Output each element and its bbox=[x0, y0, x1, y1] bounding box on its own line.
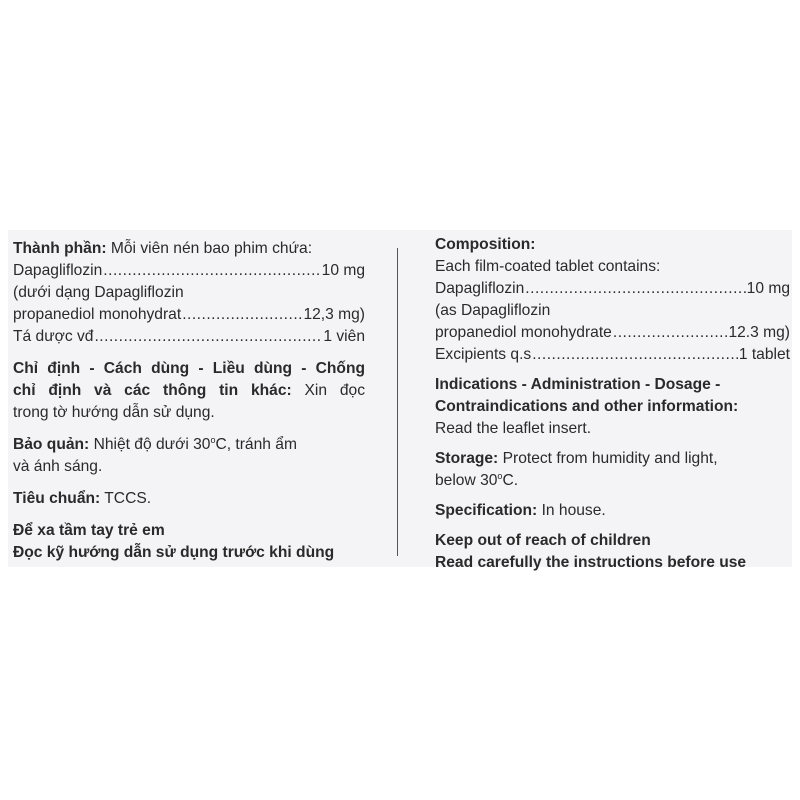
vi-indications-line2 bbox=[13, 380, 365, 402]
en-composition-label: Composition: bbox=[435, 236, 536, 253]
vi-composition-text: Mỗi viên nén bao phim chứa: bbox=[106, 240, 313, 257]
vi-ingredient-1-row bbox=[13, 260, 365, 282]
vi-indications-line2-bold: chỉ định và các thông tin khác: bbox=[13, 382, 292, 399]
en-indications-section bbox=[435, 374, 790, 440]
vi-storage-line2: và ánh sáng. bbox=[13, 458, 103, 475]
en-indications-line3: Read the leaflet insert. bbox=[435, 420, 592, 437]
vi-standard-label: Tiêu chuẩn: bbox=[13, 490, 101, 507]
en-storage-line2-a: below 30 bbox=[435, 472, 498, 489]
vi-composition-section bbox=[13, 238, 365, 348]
vi-storage-text-a: Nhiệt độ dưới 30 bbox=[89, 436, 211, 453]
en-excipient-value: 1 tablet bbox=[738, 346, 790, 363]
en-ingredient-2-row bbox=[435, 322, 790, 344]
en-storage-section bbox=[435, 448, 790, 492]
en-spec-label: Specification: bbox=[435, 502, 538, 519]
vi-ingredient-2-line1: (dưới dạng Dapagliflozin bbox=[13, 284, 184, 301]
vi-standard-text: TCCS. bbox=[100, 490, 152, 507]
vi-ingredient-2-name: propanediol monohydrat bbox=[13, 306, 182, 323]
en-ingredient-1-row bbox=[435, 278, 790, 300]
en-ingredient-1-value: 10 mg bbox=[746, 280, 790, 297]
en-storage-label: Storage: bbox=[435, 450, 499, 467]
vi-ingredient-2-value: 12,3 mg) bbox=[303, 306, 365, 323]
en-ingredient-1-name: Dapagliflozin bbox=[435, 280, 525, 297]
en-storage-line2 bbox=[435, 470, 790, 492]
en-warning-section bbox=[435, 530, 790, 574]
vi-excipient-name: Tá dược vđ bbox=[13, 328, 94, 345]
vi-ingredient-1-name: Dapagliflozin bbox=[13, 262, 103, 279]
english-column bbox=[435, 234, 790, 574]
en-warning-2: Read carefully the instructions before use bbox=[435, 554, 747, 571]
en-composition-section bbox=[435, 234, 790, 366]
en-ingredient-2-line1: (as Dapagliflozin bbox=[435, 302, 551, 319]
en-excipient-name: Excipients q.s bbox=[435, 346, 532, 363]
vi-storage-label: Bảo quản: bbox=[13, 436, 90, 453]
vi-excipient-value: 1 viên bbox=[323, 328, 365, 345]
vi-indications-line3: trong tờ hướng dẫn sử dụng. bbox=[13, 404, 215, 421]
en-ingredient-2-name: propanediol monohydrate bbox=[435, 324, 612, 341]
vi-standard-line bbox=[13, 488, 365, 510]
en-indications-line1: Indications - Administration - Dosage - bbox=[435, 376, 721, 393]
en-spec-line bbox=[435, 500, 790, 522]
vi-ingredient-2-row bbox=[13, 304, 365, 326]
en-storage-text: Protect from humidity and light, bbox=[498, 450, 718, 467]
vi-indications-line1: Chỉ định - Cách dùng - Liều dùng - Chống bbox=[13, 360, 365, 377]
en-excipient-row bbox=[435, 344, 790, 366]
vietnamese-column bbox=[13, 238, 365, 564]
vi-standard-section bbox=[13, 488, 365, 510]
vi-warning-1: Để xa tầm tay trẻ em bbox=[13, 522, 165, 539]
en-storage-degree: o bbox=[497, 470, 503, 481]
en-storage-line1 bbox=[435, 448, 790, 470]
en-composition-text: Each film-coated tablet contains: bbox=[435, 258, 661, 275]
vi-warning-section bbox=[13, 520, 365, 564]
vi-composition-heading bbox=[13, 238, 365, 260]
vi-indications-section bbox=[13, 358, 365, 424]
vi-indications-line2-text: Xin đọc bbox=[291, 382, 365, 399]
en-spec-text: In house. bbox=[537, 502, 606, 519]
vi-excipient-row bbox=[13, 326, 365, 348]
en-warning-1: Keep out of reach of children bbox=[435, 532, 651, 549]
vi-warning-2: Đọc kỹ hướng dẫn sử dụng trước khi dùng bbox=[13, 544, 335, 561]
vi-storage-section bbox=[13, 434, 365, 478]
vi-composition-label: Thành phần: bbox=[13, 240, 107, 257]
en-storage-line2-b: C. bbox=[502, 472, 519, 489]
column-divider bbox=[397, 248, 398, 556]
vi-storage-text-b: C, tránh ẩm bbox=[215, 436, 297, 453]
vi-ingredient-1-value: 10 mg bbox=[321, 262, 365, 279]
vi-storage-degree: o bbox=[210, 434, 216, 445]
en-ingredient-2-value: 12.3 mg) bbox=[728, 324, 790, 341]
en-indications-line2: Contraindications and other information: bbox=[435, 398, 739, 415]
en-spec-section bbox=[435, 500, 790, 522]
vi-storage-line1 bbox=[13, 434, 365, 456]
